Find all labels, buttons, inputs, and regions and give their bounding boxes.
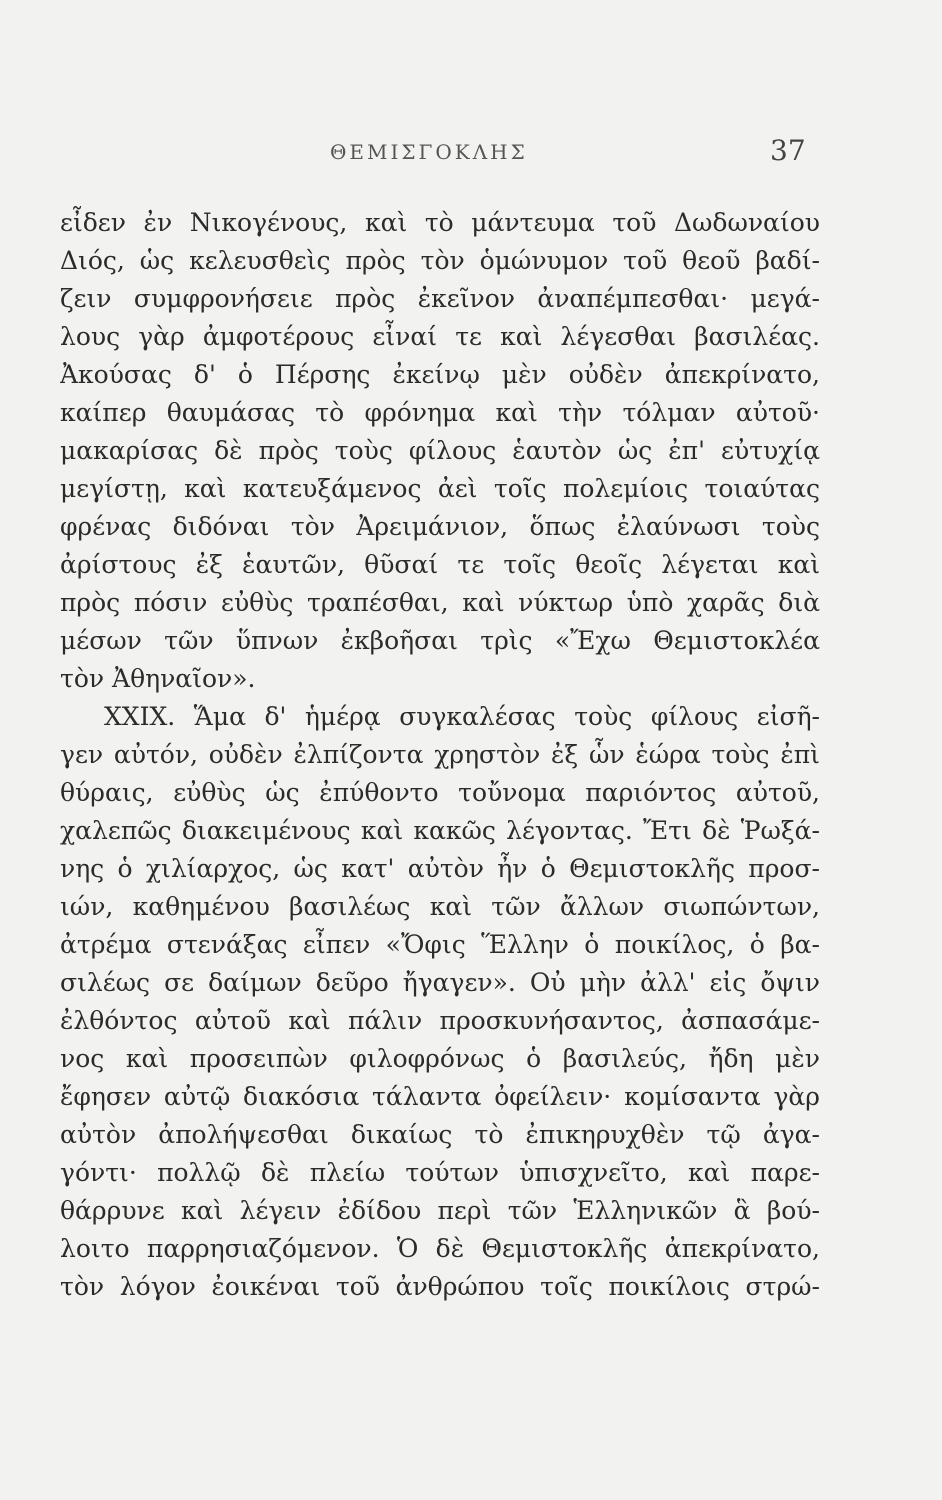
text-line: Διός, ὡς κελευσθεὶς πρὸς τὸν ὁμώνυμον τοῦ θεοῦ βαδί- [60, 246, 820, 275]
text-line: μακαρίσας δὲ πρὸς τοὺς φίλους ἑαυτὸν ὡς ἐπ' εὐτυχίᾳ [60, 436, 820, 465]
page-number: 37 [770, 134, 806, 167]
text-line: πρὸς πόσιν εὐθὺς τραπέσθαι, καὶ νύκτωρ ὑπὸ χαρᾶς διὰ [60, 588, 820, 617]
text-body [60, 204, 820, 1306]
text-line: τὸν λόγον ἐοικέναι τοῦ ἀνθρώπου τοῖς ποικίλοις στρώ- [60, 1272, 820, 1301]
text-line: καίπερ θαυμάσας τὸ φρόνημα καὶ τὴν τόλμαν αὐτοῦ· [60, 398, 820, 427]
text-line: Ἀκούσας δ' ὁ Πέρσης ἐκείνῳ μὲν οὐδὲν ἀπεκρίνατο, [60, 360, 820, 389]
text-line: μέσων τῶν ὕπνων ἐκβοῆσαι τρὶς «Ἔχω Θεμιστοκλέα [60, 626, 820, 655]
running-head [0, 134, 942, 180]
text-line: γόντι· πολλῷ δὲ πλείω τούτων ὑπισχνεῖτο, καὶ παρε- [60, 1158, 820, 1187]
text-line: ἀρίστους ἐξ ἑαυτῶν, θῦσαί τε τοῖς θεοῖς λέγεται καὶ [60, 550, 820, 579]
chapter-start-line: XXIX. Ἅμα δ' ἡμέρᾳ συγκαλέσας τοὺς φίλους εἰσῆ- [104, 702, 820, 731]
text-line: ζειν συμφρονήσειε πρὸς ἐκεῖνον ἀναπέμπεσθαι· μεγά- [60, 284, 820, 313]
text-line: νος καὶ προσειπὼν φιλοφρόνως ὁ βασιλεύς, ἤδη μὲν [60, 1044, 820, 1073]
text-line: ἔφησεν αὐτῷ διακόσια τάλαντα ὀφείλειν· κομίσαντα γὰρ [60, 1082, 820, 1111]
text-line: σιλέως σε δαίμων δεῦρο ἤγαγεν». Οὐ μὴν ἀλλ' εἰς ὄψιν [60, 968, 820, 997]
text-line: αὐτὸν ἀπολήψεσθαι δικαίως τὸ ἐπικηρυχθὲν τῷ ἀγα- [60, 1120, 820, 1149]
text-line: ιών, καθημένου βασιλέως καὶ τῶν ἄλλων σιωπώντων, [60, 892, 820, 921]
text-line: φρένας διδόναι τὸν Ἀρειμάνιον, ὅπως ἐλαύνωσι τοὺς [60, 512, 820, 541]
text-line: τὸν Ἀθηναῖον». [60, 664, 256, 693]
text-line: χαλεπῶς διακειμένους καὶ κακῶς λέγοντας. Ἔτι δὲ Ῥωξά- [60, 816, 820, 845]
text-line: θύραις, εὐθὺς ὡς ἐπύθοντο τοὔνομα παριόντος αὐτοῦ, [60, 778, 820, 807]
text-line: ἀτρέμα στενάξας εἶπεν «Ὄφις Ἕλλην ὁ ποικίλος, ὁ βα- [60, 930, 820, 959]
text-line: λοιτο παρρησιαζόμενον. Ὁ δὲ Θεμιστοκλῆς ἀπεκρίνατο, [60, 1234, 820, 1263]
text-line: νης ὁ χιλίαρχος, ὡς κατ' αὐτὸν ἦν ὁ Θεμιστοκλῆς προσ- [60, 854, 820, 883]
text-line: ἐλθόντος αὐτοῦ καὶ πάλιν προσκυνήσαντος, ἀσπασάμε- [60, 1006, 820, 1035]
text-line: μεγίστῃ, καὶ κατευξάμενος ἀεὶ τοῖς πολεμίοις τοιαύτας [60, 474, 820, 503]
running-title: ΘΕΜΙΣΓΟΚΛΗΣ [330, 140, 528, 164]
text-line: γεν αὐτόν, οὐδὲν ἐλπίζοντα χρηστὸν ἐξ ὧν ἑώρα τοὺς ἐπὶ [60, 740, 820, 769]
text-line: εἶδεν ἐν Νικογένους, καὶ τὸ μάντευμα τοῦ Δωδωναίου [60, 208, 820, 237]
text-line: λους γὰρ ἀμφοτέρους εἶναί τε καὶ λέγεσθαι βασιλέας. [60, 322, 820, 351]
text-line: θάρρυνε καὶ λέγειν ἐδίδου περὶ τῶν Ἑλληνικῶν ἃ βού- [60, 1196, 820, 1225]
